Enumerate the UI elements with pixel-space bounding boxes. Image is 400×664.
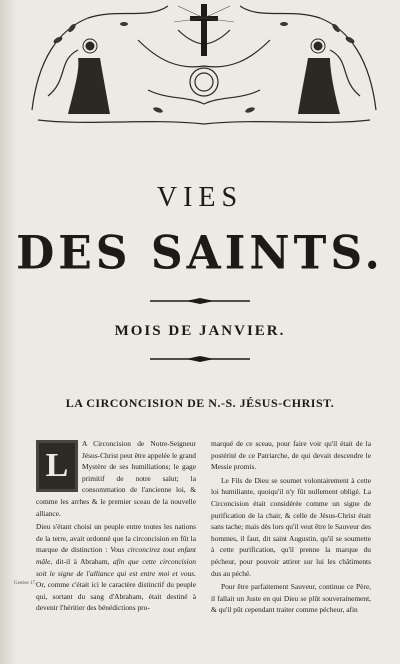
cross-icon: [190, 4, 218, 56]
paragraph-1-text: A Circoncision de Notre-Seigneur Jésus-Christ peut être appelée le grand Mystère de ses humiliations; le gage primitif de notre salut; la consommation de l'ancienne loi, & comme les arrhes & le premier sceau de la nouvelle alliance.: [36, 439, 196, 518]
engraved-header-ornament: [28, 0, 380, 128]
ornamental-rule-bottom: [0, 354, 400, 364]
text-column-right: [211, 438, 371, 618]
month-heading: MOIS DE JANVIER.: [114, 323, 286, 339]
margin-note: Genèse 17.: [14, 581, 37, 586]
paragraph-1: [36, 438, 196, 519]
title-vies: VIES: [156, 182, 244, 213]
feast-title: LA CIRCONCISION DE N.-S. JÉSUS-CHRIST.: [65, 396, 335, 410]
text-column-left: [36, 438, 196, 616]
paragraph-2-text-c: dit-il à Abraham,: [52, 556, 113, 566]
paragraph-2-text-e: Or, comme c'était ici le caractère distinctif du peuple qui, sortant du sang d'Abraham, était destiné à devenir l'héritier des bénédictions pro-: [36, 580, 196, 613]
scripture-quote-2: afin que cette circoncision soit le signe de l'alliance qui est entre moi et vous.: [36, 556, 196, 578]
paragraph-2-text-a: Dieu s'étant choisi un peuple entre toutes les nations de la terre, avait ordonné que la circoncision en fût la marque de distinction :: [36, 522, 196, 555]
saint-figure-right: [298, 39, 340, 114]
paragraph-4: Le Fils de Dieu se soumet volontairement à cette loi humiliante, quoiqu'il n'y fût nullement obligé. La Circoncision était considérée comme un signe de purification de la chair, & celle de Jésus-Christ était sans tache; mais dès lors qu'il veut être le Sauveur des hommes, il faut, dit saint Augustin, qu'il se soumette à cette purification, qu'il prenne la marque du pécheur, pour pouvoir attirer sur lui les châtiments dus au péché.: [211, 475, 371, 578]
paragraph-2: [36, 521, 196, 614]
dropcap-letter: L: [36, 440, 78, 492]
ornamental-rule-top: [0, 296, 400, 306]
title-des-saints: DES SAINTS.: [16, 226, 384, 281]
paragraph-5: Pour être parfaitement Sauveur, continue ce Père, il fallait un Juste en qui Dieu se plût souverainement, & qu'il pût cependant traiter comme pécheur, afin: [211, 582, 371, 615]
paragraph-3: marqué de ce sceau, pour faire voir qu'il était de la postérité de ce Patriarche, de qui devait descendre le Messie promis.: [211, 439, 371, 472]
scripture-quote-1: Vous circoncirez tout enfant mâle,: [36, 545, 196, 566]
saint-figure-left: [68, 39, 110, 114]
